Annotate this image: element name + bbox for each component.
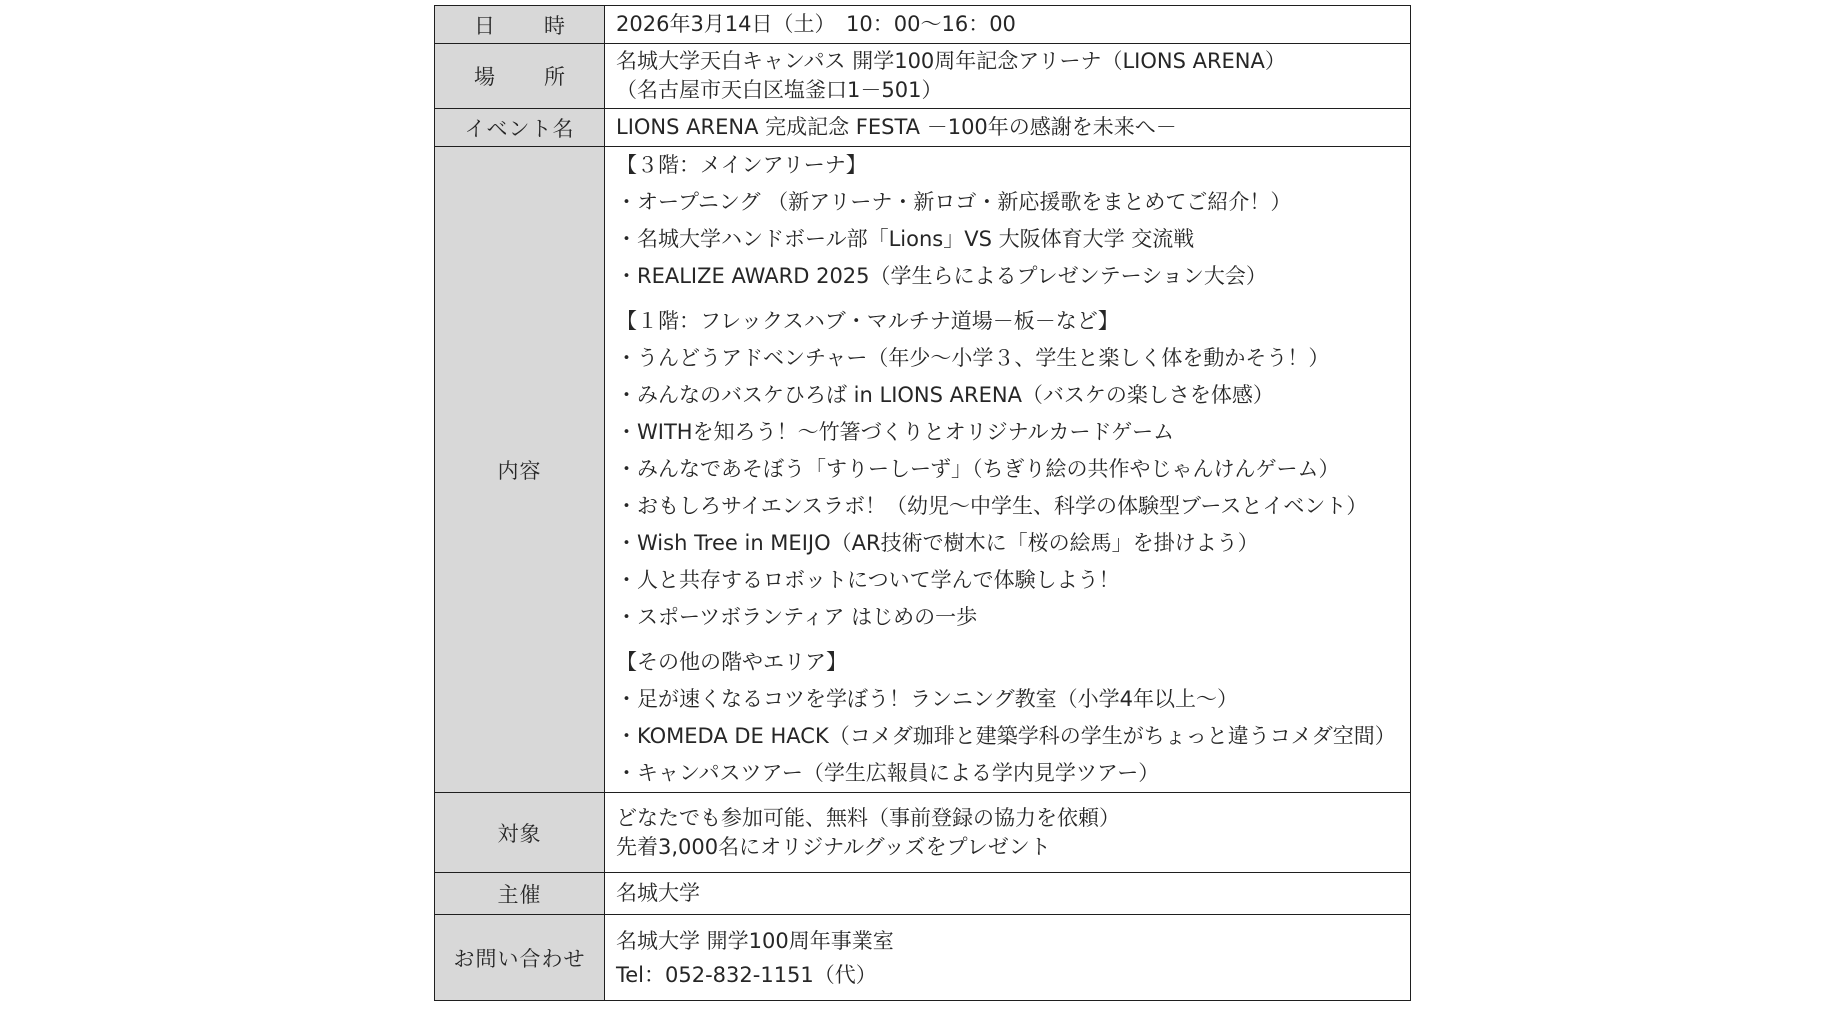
section-heading: 【１階：フレックスハブ・マルチナ道場－板－など】 <box>616 309 1119 333</box>
row-venue <box>435 44 1411 109</box>
row-content <box>435 147 1411 793</box>
list-item: ・名城大学ハンドボール部「Lions」VS 大阪体育大学 交流戦 <box>616 227 1195 251</box>
event-info-table <box>434 5 1411 1001</box>
row-datetime <box>435 6 1411 44</box>
value-venue <box>605 44 1411 109</box>
row-event-name <box>435 109 1411 147</box>
contact-phone: Tel：052-832-1151（代） <box>616 962 877 987</box>
event-name-text: LIONS ARENA 完成記念 FESTA －100年の感謝を未来へ－ <box>616 115 1177 139</box>
list-item: ・おもしろサイエンスラボ！（幼児～中学生、科学の体験型ブースとイベント） <box>616 494 1368 518</box>
target-line-1: どなたでも参加可能、無料（事前登録の協力を依頼） <box>616 805 1120 830</box>
datetime-text: 2026年3月14日（土） 10：00～16：00 <box>616 12 1016 36</box>
list-item: ・足が速くなるコツを学ぼう！ランニング教室（小学4年以上～） <box>616 687 1238 711</box>
list-item: ・みんなのバスケひろば in LIONS ARENA（バスケの楽しさを体感） <box>616 383 1274 407</box>
list-item: ・人と共存するロボットについて学んで体験しよう！ <box>616 568 1120 592</box>
list-item: ・スポーツボランティア はじめの一歩 <box>616 605 978 629</box>
list-item: ・キャンパスツアー（学生広報員による学内見学ツアー） <box>616 761 1160 785</box>
label-datetime: 日 時 <box>435 6 605 44</box>
list-item: ・うんどうアドベンチャー（年少～小学３、学生と楽しく体を動かそう！） <box>616 346 1330 370</box>
value-content <box>605 147 1411 793</box>
label-target: 対象 <box>435 793 605 873</box>
venue-line-2: （名古屋市天白区塩釜口1－501） <box>616 78 943 102</box>
target-line-2: 先着3,000名にオリジナルグッズをプレゼント <box>616 834 1051 859</box>
list-item: ・WITHを知ろう！～竹箸づくりとオリジナルカードゲーム <box>616 420 1175 444</box>
label-content: 内容 <box>435 147 605 793</box>
label-organizer: 主催 <box>435 873 605 915</box>
value-organizer <box>605 873 1411 915</box>
label-event-name: イベント名 <box>435 109 605 147</box>
list-item: ・Wish Tree in MEIJO（AR技術で樹木に「桜の絵馬」を掛けよう） <box>616 531 1259 555</box>
label-contact: お問い合わせ <box>435 915 605 1001</box>
list-item: ・オープニング （新アリーナ・新ロゴ・新応援歌をまとめてご紹介！） <box>616 190 1292 214</box>
value-event-name <box>605 109 1411 147</box>
value-datetime <box>605 6 1411 44</box>
value-contact <box>605 915 1411 1001</box>
list-item: ・REALIZE AWARD 2025（学生らによるプレゼンテーション大会） <box>616 264 1267 288</box>
contact-line-1: 名城大学 開学100周年事業室 <box>616 928 894 953</box>
row-organizer <box>435 873 1411 915</box>
row-contact <box>435 915 1411 1001</box>
venue-line-1: 名城大学天白キャンパス 開学100周年記念アリーナ（LIONS ARENA） <box>616 49 1286 73</box>
organizer-text: 名城大学 <box>616 881 700 905</box>
list-item: ・みんなであそぼう「すりーしーず」（ちぎり絵の共作やじゃんけんゲーム） <box>616 457 1340 481</box>
row-target <box>435 793 1411 873</box>
section-heading: 【その他の階やエリア】 <box>616 650 847 674</box>
section-heading: 【３階：メインアリーナ】 <box>616 153 867 177</box>
value-target <box>605 793 1411 873</box>
label-venue: 場 所 <box>435 44 605 109</box>
list-item: ・KOMEDA DE HACK（コメダ珈琲と建築学科の学生がちょっと違うコメダ空間） <box>616 724 1396 748</box>
